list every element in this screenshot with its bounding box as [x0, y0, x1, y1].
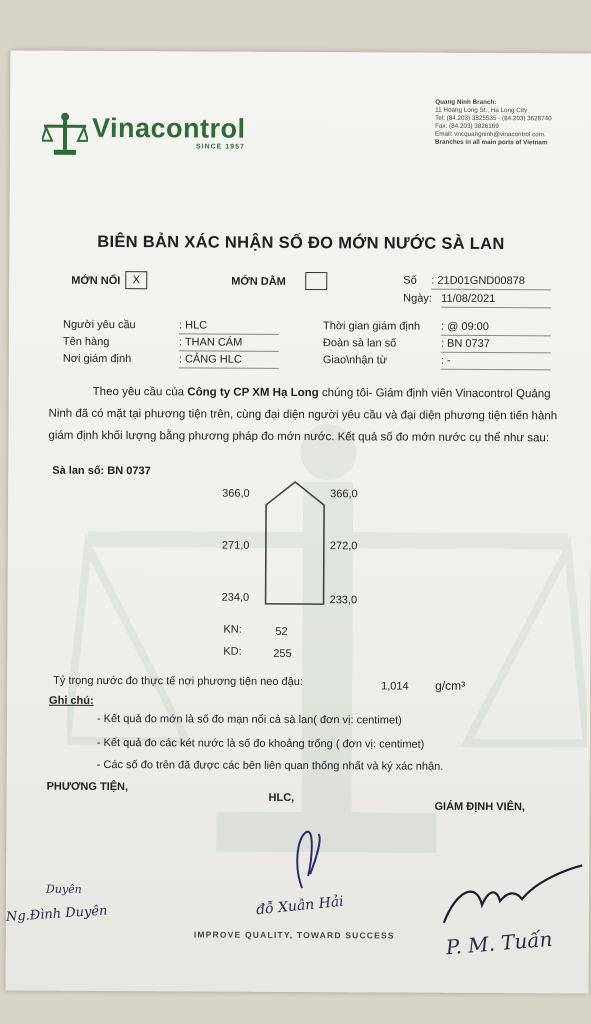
- survey-place-value: : CẢNG HLC: [179, 353, 279, 369]
- doc-number-label: Số: [403, 274, 417, 287]
- survey-time-label: Thời gian giám định: [322, 320, 421, 333]
- delivery-label: Giao\nhận từ: [322, 354, 388, 367]
- branch-title: Quang Ninh Branch:: [435, 98, 497, 107]
- kn-value: 52: [275, 625, 288, 638]
- goods-value: : THAN CÁM: [179, 336, 279, 352]
- left-signature-mark: Duyên: [46, 882, 82, 896]
- note-2: - Kết quả đo các két nước là số đo khoảng trống ( đơn vị: centimet): [96, 736, 425, 751]
- hlc-signature-name: đỗ Xuân Hải: [255, 893, 345, 919]
- branch-email: Email: vncquangninh@vinacontrol.com.: [435, 130, 546, 139]
- doc-date-label: Ngày:: [403, 292, 432, 305]
- sink-draft-checkbox: [305, 272, 327, 290]
- density-label: Tỷ trọng nước đo thực tế nơi phương tiện neo đậu:: [53, 674, 304, 689]
- barge-hull-diagram: [260, 480, 331, 610]
- document-title: BIÊN BẢN XÁC NHẬN SỐ ĐO MỚN NƯỚC SÀ LAN: [97, 232, 505, 254]
- hlc-signature-stroke: [288, 828, 328, 898]
- note-3: - Các số đo trên đã được các bên liên quan thống nhất và ký xác nhận.: [96, 758, 444, 773]
- survey-time-value: : @ 09:00: [441, 321, 551, 337]
- company-name: Vinacontrol: [91, 112, 246, 144]
- branch-address: 11 Hoang Long St., Ha Long City: [435, 106, 528, 115]
- branch-network: Branches in all main ports of Vietnam: [434, 138, 548, 147]
- kd-label: KD:: [223, 645, 242, 658]
- company-since: SINCE 1957: [195, 143, 245, 151]
- goods-label: Tên hàng: [62, 335, 110, 349]
- float-draft-checkbox: X: [125, 271, 147, 289]
- branch-fax: Fax: (84.203) 3826169: [435, 122, 499, 131]
- draft-left-top: 366,0: [222, 487, 250, 500]
- intro-part-1: Theo yêu cầu của: [92, 385, 188, 399]
- doc-date: 11/08/2021: [441, 293, 551, 309]
- requester-value: : HLC: [179, 319, 279, 335]
- intro-paragraph: [48, 381, 568, 450]
- note-1: - Kết quả đo mớn là số đo mạn nổi cả sà lan( đơn vị: centimet): [96, 712, 402, 727]
- document-page: [6, 50, 591, 993]
- delivery-value: : -: [441, 355, 551, 371]
- client-company: Công ty CP XM Hạ Long: [187, 386, 319, 400]
- surveyor-signature-name: P. M. Tuấn: [444, 926, 554, 960]
- float-draft-label: MỚN NỔI: [71, 274, 121, 288]
- draft-left-bottom: 234,0: [221, 591, 250, 604]
- barge-label: Sà lan số: BN 0737: [52, 464, 151, 478]
- survey-place-label: Nơi giám định: [62, 352, 132, 366]
- company-slogan: IMPROVE QUALITY, TOWARD SUCCESS: [193, 929, 395, 941]
- doc-number: : 21D01GND00878: [431, 275, 551, 291]
- density-value: 1,014: [381, 680, 409, 693]
- barge-group-value: : BN 0737: [441, 338, 551, 354]
- branch-info: [435, 99, 591, 148]
- notes-title: Ghi chú:: [49, 694, 94, 707]
- requester-label: Người yêu cầu: [62, 318, 136, 332]
- draft-right-top: 366,0: [330, 488, 358, 501]
- kd-value: 255: [273, 647, 292, 660]
- surveyor-signature-stroke: [436, 861, 586, 932]
- hlc-sign-label: HLC,: [268, 791, 295, 804]
- sink-draft-label: MỚN DẰM: [231, 275, 286, 288]
- kn-label: KN:: [223, 623, 242, 636]
- vinacontrol-logo-icon: [42, 111, 88, 157]
- branch-tel: Tel: (84.203) 3825535 - (84.203) 3628740: [435, 114, 552, 123]
- surveyor-sign-label: GIÁM ĐỊNH VIÊN,: [434, 800, 525, 814]
- draft-right-bottom: 233,0: [329, 594, 358, 607]
- intro-part-2: chúng tôi- Giám định viên Vinacontrol Quảng Ninh đã có mặt tại phương tiện trên, cùng đại diện người yêu cầu và đại diện phương tiện tiến hành giám định khối lượng bằng phương pháp đo mớn nước. Kết quả số đo mớn nước cụ thể như sau:: [48, 387, 558, 445]
- density-unit: g/cm³: [435, 678, 466, 693]
- vessel-sign-label: PHƯƠNG TIỆN,: [46, 780, 129, 794]
- left-signature-name: Ng.Đình Duyên: [5, 903, 108, 925]
- barge-group-label: Đoàn sà lan số: [322, 337, 397, 350]
- draft-left-mid: 271,0: [221, 539, 250, 552]
- draft-right-mid: 272,0: [329, 540, 358, 553]
